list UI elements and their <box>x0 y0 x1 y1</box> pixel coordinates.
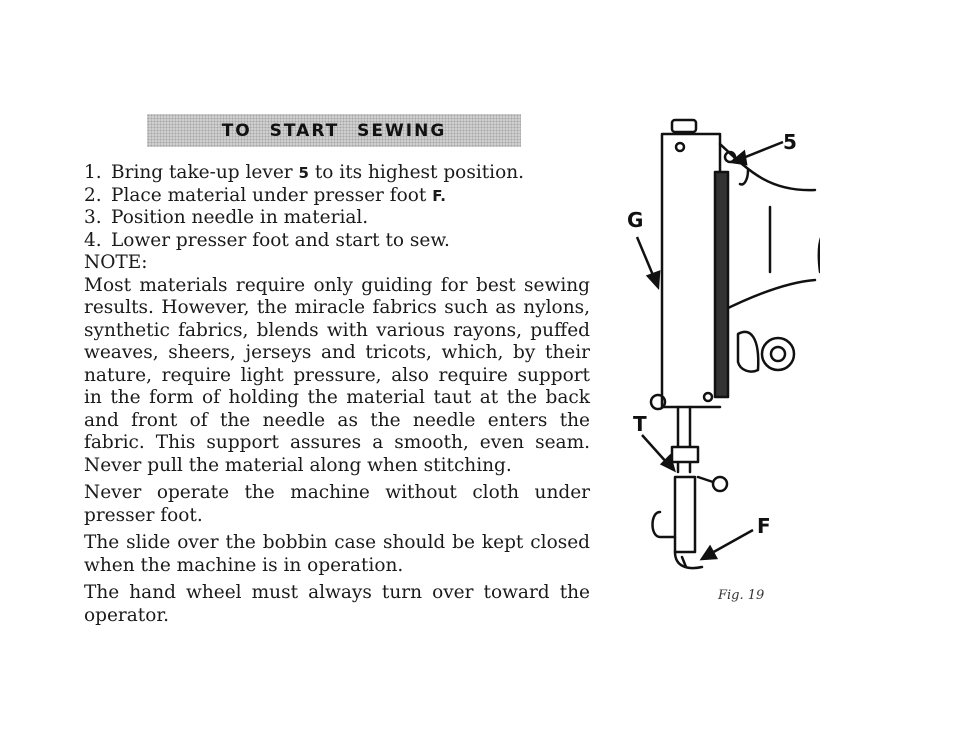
steps-list <box>84 162 590 252</box>
sewing-machine-illustration <box>620 112 820 582</box>
callout-f: F <box>757 514 771 538</box>
note-label: NOTE: <box>84 252 148 273</box>
section-heading: TO START SEWING <box>221 120 447 141</box>
step-2: 2. Place material under presser foot F. <box>84 184 446 206</box>
callout-5: 5 <box>783 130 797 154</box>
figure-caption: Fig. 19 <box>718 588 765 603</box>
note-paragraph: Most materials require only guiding for best sewing results. However, the miracle fabrics such as nylons, synthetic fabrics, blends with various rayons, puffed weaves, sheers, jerseys and tricots, which, by their nature, require light pressure, also require support in the form of holding the material taut at the back and front of the needle as the needle enters the fabric. This support assures a smooth, even seam. Never pull the material along when stitching. <box>84 274 590 476</box>
instructions-column <box>84 162 590 632</box>
step-3: 3. Position needle in material. <box>84 207 369 228</box>
warning-cloth-paragraph: Never operate the machine without cloth under presser foot. <box>84 482 590 526</box>
step-4: 4. Lower presser foot and start to sew. <box>84 229 450 251</box>
step-1: 1. Bring take-up lever 5 to its highest position. <box>84 162 525 183</box>
section-heading-bar <box>147 114 521 147</box>
hand-wheel-paragraph: The hand wheel must always turn over toward the operator. <box>84 582 590 626</box>
bobbin-slide-paragraph: The slide over the bobbin case should be kept closed when the machine is in operation. <box>84 532 590 576</box>
callout-g: G <box>627 208 644 232</box>
callout-t: T <box>633 412 647 436</box>
